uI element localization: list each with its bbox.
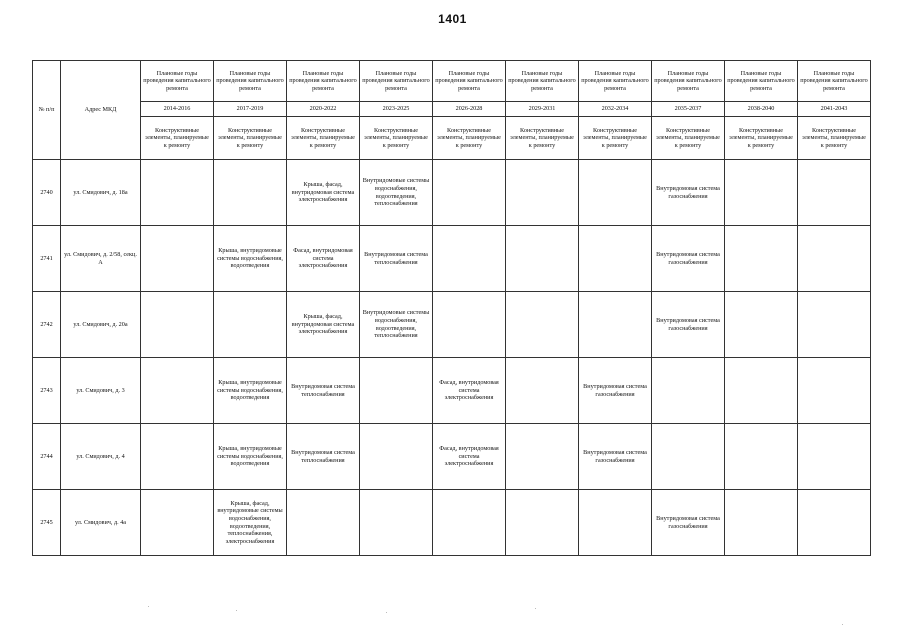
repair-elements-cell: Внутридомовые системы водоснабжения, водоотведения, теплоснабжения (360, 292, 433, 358)
row-address: ул. Смидович, д. 3 (61, 358, 141, 424)
repair-elements-cell (652, 424, 725, 490)
header-period: 2029-2031 (506, 102, 579, 117)
page-number: 1401 (438, 12, 467, 26)
row-number: 2741 (33, 226, 61, 292)
repair-elements-cell: Внутридомовые системы водоснабжения, водоотведения, теплоснабжения (360, 160, 433, 226)
table-body (33, 160, 871, 556)
repair-elements-cell: Фасад, внутридомовая система электроснабжения (287, 226, 360, 292)
scan-speck (842, 624, 843, 625)
repair-elements-cell (287, 490, 360, 556)
repair-elements-cell: Крыша, фасад, внутридомовая система электроснабжения (287, 160, 360, 226)
repair-elements-cell (725, 424, 798, 490)
header-period: 2032-2034 (579, 102, 652, 117)
row-address: ул. Смидович, д. 20а (61, 292, 141, 358)
repair-elements-cell: Внутридомовая система теплоснабжения (360, 226, 433, 292)
repair-elements-cell: Фасад, внутридомовая система электроснабжения (433, 424, 506, 490)
header-elements: Конструктивные элементы, планируемые к ремонту (433, 117, 506, 160)
repair-elements-cell (579, 292, 652, 358)
table-row (33, 490, 871, 556)
repair-elements-cell (141, 226, 214, 292)
header-period: 2035-2037 (652, 102, 725, 117)
repair-elements-cell (725, 226, 798, 292)
repair-elements-cell (506, 226, 579, 292)
scan-speck (236, 610, 237, 611)
repair-elements-cell: Внутридомовая система теплоснабжения (287, 424, 360, 490)
repair-elements-cell (798, 490, 871, 556)
repair-elements-cell (433, 226, 506, 292)
repair-elements-cell: Крыша, внутридомовые системы водоснабжения, водоотведения (214, 358, 287, 424)
row-number: 2740 (33, 160, 61, 226)
repair-elements-cell (506, 160, 579, 226)
repair-elements-cell (725, 358, 798, 424)
table-row (33, 292, 871, 358)
repair-elements-cell (433, 292, 506, 358)
repair-elements-cell (141, 490, 214, 556)
row-number: 2742 (33, 292, 61, 358)
repair-elements-cell: Крыша, фасад, внутридомовая система электроснабжения (287, 292, 360, 358)
repair-elements-cell: Внутридомовая система газоснабжения (579, 358, 652, 424)
header-address: Адрес МКД (61, 61, 141, 160)
repair-elements-cell: Фасад, внутридомовая система электроснабжения (433, 358, 506, 424)
header-elements: Конструктивные элементы, планируемые к ремонту (725, 117, 798, 160)
repair-elements-cell (141, 292, 214, 358)
header-period: 2017-2019 (214, 102, 287, 117)
repair-elements-cell (798, 226, 871, 292)
header-period: 2026-2028 (433, 102, 506, 117)
repair-elements-cell (579, 160, 652, 226)
repair-elements-cell (433, 160, 506, 226)
capital-repair-plan-table (32, 60, 871, 556)
row-address: ул. Смидович, д. 18а (61, 160, 141, 226)
repair-elements-cell: Крыша, внутридомовые системы водоснабжения, водоотведения (214, 226, 287, 292)
scan-speck (535, 608, 536, 609)
repair-elements-cell (579, 490, 652, 556)
header-row-number: № п/п (33, 61, 61, 160)
repair-elements-cell (360, 358, 433, 424)
header-elements: Конструктивные элементы, планируемые к ремонту (579, 117, 652, 160)
row-number: 2743 (33, 358, 61, 424)
header-elements: Конструктивные элементы, планируемые к ремонту (214, 117, 287, 160)
repair-elements-cell (360, 490, 433, 556)
header-planned-years: Плановые годы проведения капитального ремонта (506, 61, 579, 102)
header-row-elements (33, 117, 871, 160)
row-address: ул. Смидович, д. 4 (61, 424, 141, 490)
header-period: 2038-2040 (725, 102, 798, 117)
repair-elements-cell (506, 292, 579, 358)
scan-speck (148, 606, 149, 607)
table-row (33, 226, 871, 292)
header-planned-years: Плановые годы проведения капитального ремонта (433, 61, 506, 102)
header-planned-years: Плановые годы проведения капитального ремонта (652, 61, 725, 102)
repair-elements-cell: Крыша, фасад, внутридомовые системы водоснабжения, водоотведения, теплоснабжения, электроснабжения (214, 490, 287, 556)
repair-elements-cell (214, 160, 287, 226)
header-elements: Конструктивные элементы, планируемые к ремонту (652, 117, 725, 160)
repair-elements-cell (798, 292, 871, 358)
repair-elements-cell (652, 358, 725, 424)
header-row-periods (33, 102, 871, 117)
header-period: 2041-2043 (798, 102, 871, 117)
repair-elements-cell: Внутридомовая система теплоснабжения (287, 358, 360, 424)
repair-elements-cell (506, 490, 579, 556)
repair-elements-cell (141, 160, 214, 226)
header-elements: Конструктивные элементы, планируемые к ремонту (798, 117, 871, 160)
header-elements: Конструктивные элементы, планируемые к ремонту (287, 117, 360, 160)
repair-elements-cell: Внутридомовая система газоснабжения (652, 226, 725, 292)
header-elements: Конструктивные элементы, планируемые к ремонту (141, 117, 214, 160)
repair-elements-cell: Внутридомовая система газоснабжения (652, 490, 725, 556)
repair-elements-cell (579, 226, 652, 292)
header-period: 2020-2022 (287, 102, 360, 117)
header-elements: Конструктивные элементы, планируемые к ремонту (506, 117, 579, 160)
repair-elements-cell (798, 160, 871, 226)
header-planned-years: Плановые годы проведения капитального ремонта (798, 61, 871, 102)
repair-elements-cell (360, 424, 433, 490)
header-planned-years: Плановые годы проведения капитального ремонта (360, 61, 433, 102)
header-row-years (33, 61, 871, 102)
repair-elements-cell (725, 160, 798, 226)
repair-elements-cell: Внутридомовая система газоснабжения (652, 292, 725, 358)
header-period: 2023-2025 (360, 102, 433, 117)
row-address: ул. Смидович, д. 4а (61, 490, 141, 556)
row-number: 2744 (33, 424, 61, 490)
header-planned-years: Плановые годы проведения капитального ремонта (141, 61, 214, 102)
header-period: 2014-2016 (141, 102, 214, 117)
repair-elements-cell (141, 358, 214, 424)
table-row (33, 160, 871, 226)
table-row (33, 424, 871, 490)
repair-elements-cell: Внутридомовая система газоснабжения (579, 424, 652, 490)
header-planned-years: Плановые годы проведения капитального ремонта (579, 61, 652, 102)
header-planned-years: Плановые годы проведения капитального ремонта (214, 61, 287, 102)
header-planned-years: Плановые годы проведения капитального ремонта (287, 61, 360, 102)
repair-elements-cell (506, 358, 579, 424)
repair-elements-cell (214, 292, 287, 358)
repair-elements-cell (141, 424, 214, 490)
repair-elements-cell: Крыша, внутридомовые системы водоснабжения, водоотведения (214, 424, 287, 490)
repair-elements-cell: Внутридомовая система газоснабжения (652, 160, 725, 226)
repair-elements-cell (725, 292, 798, 358)
table-row (33, 358, 871, 424)
row-number: 2745 (33, 490, 61, 556)
repair-elements-cell (725, 490, 798, 556)
row-address: ул. Смидович, д. 2/58, секц. А (61, 226, 141, 292)
scan-speck (386, 612, 387, 613)
repair-elements-cell (506, 424, 579, 490)
header-elements: Конструктивные элементы, планируемые к ремонту (360, 117, 433, 160)
repair-elements-cell (798, 424, 871, 490)
repair-elements-cell (433, 490, 506, 556)
header-planned-years: Плановые годы проведения капитального ремонта (725, 61, 798, 102)
repair-elements-cell (798, 358, 871, 424)
